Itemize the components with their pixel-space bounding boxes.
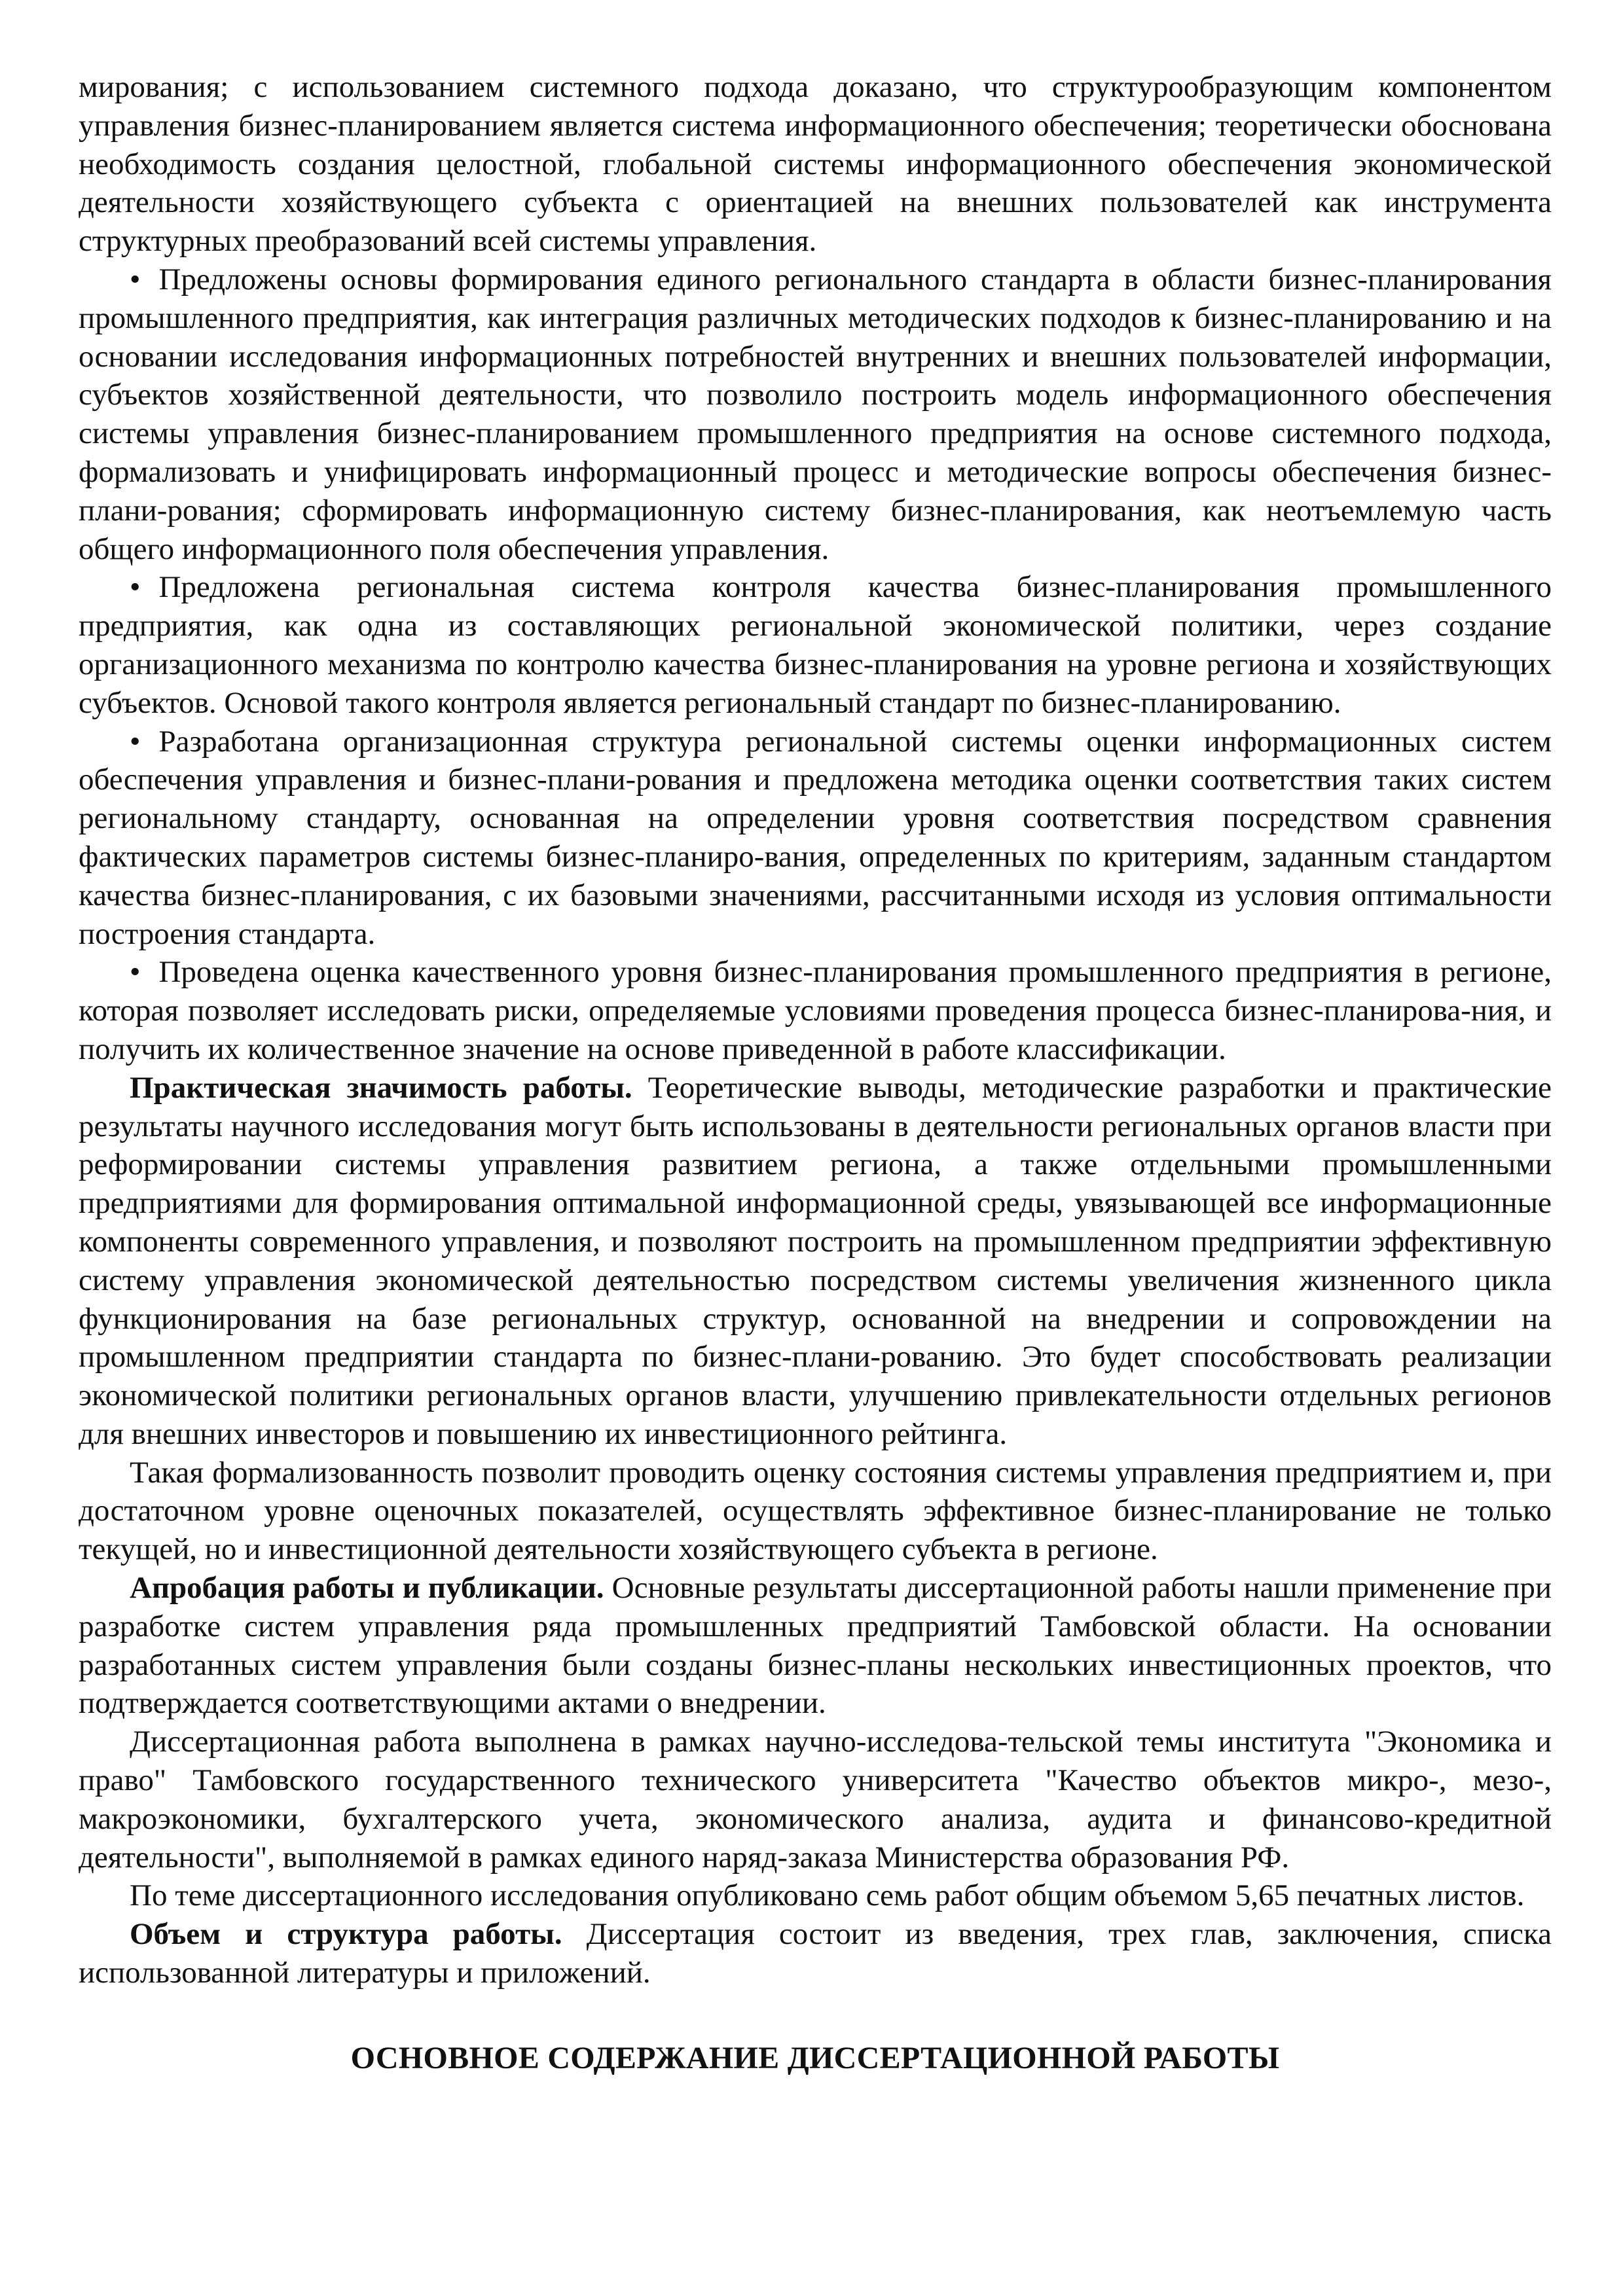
document-page [79, 68, 1552, 2078]
bullet-item-regional-standard [79, 260, 1552, 568]
section-heading: ОСНОВНОЕ СОДЕРЖАНИЕ ДИССЕРТАЦИОННОЙ РАБОТЫ [350, 2040, 1280, 2075]
paragraph-structure [79, 1915, 1552, 1992]
bullet-item-quality-assessment [79, 953, 1552, 1068]
bullet-marker: • [130, 570, 141, 605]
paragraph-practical-significance [79, 1069, 1552, 1454]
paragraph-text: Основные результаты диссертационной работы нашли применение при разработке систем управления ряда промышленных предприятий Тамбовской области. На основании разработанных систем управления были созданы бизнес-планы нескольких инвестиционных проектов, что подтверждается соответствующими актами о внедрении. [79, 1571, 1552, 1721]
bullet-text: Предложены основы формирования единого регионального стандарта в области бизнес-планирования промышленного предприятия, как интеграция различных методических подходов к бизнес-планированию и на основании исследования информационных потребностей внутренних и внешних пользователей информации, субъектов хозяйственной деятельности, что позволило построить модель информационного обеспечения системы управления бизнес-планированием промышленного предприятия на основе системного подхода, формализовать и унифицировать информационный процесс и методические вопросы обеспечения бизнес-плани-рования; сформировать информационную систему бизнес-планирования, как неотъемлемую часть общего информационного поля обеспечения управления. [79, 262, 1552, 566]
paragraph-text: Диссертация состоит из введения, трех глав, заключения, списка использованной литературы и приложений. [79, 1917, 1552, 1990]
bullet-text: Предложена региональная система контроля качества бизнес-планирования промышленного предприятия, как одна из составляющих региональной экономической политики, через создание организационного механизма по контролю качества бизнес-планирования на уровне региона и хозяйствующих субъектов. Основой такого контроля является региональный стандарт по бизнес-планированию. [79, 570, 1552, 720]
paragraph-text: Теоретические выводы, методические разработки и практические результаты научного исследования могут быть использованы в деятельности региональных органов власти при реформировании системы управления развитием региона, а также отдельными промышленными предприятиями для формирования оптимальной информационной среды, увязывающей все информационные компоненты современного управления, и позволяют построить на промышленном предприятии эффективную систему управления экономической деятельностью посредством системы увеличения жизненного цикла функционирования на базе региональных структур, основанной на внедрении и сопровождении на промышленном предприятии стандарта по бизнес-плани-рованию. Это будет способствовать реализации экономической политики региональных органов власти, улучшению привлекательности отдельных регионов для внешних инвесторов и повышению их инвестиционного рейтинга. [79, 1070, 1552, 1451]
paragraph-publications: По теме диссертационного исследования опубликовано семь работ общим объемом 5,65 печатных листов. [130, 1878, 1525, 1913]
bullet-marker: • [130, 724, 141, 759]
bullet-text: Проведена оценка качественного уровня бизнес-планирования промышленного предприятия в регионе, которая позволяет исследовать риски, определяемые условиями проведения процесса бизнес-планирова-ния, и получить их количественное значение на основе приведенной в работе классификации. [79, 955, 1552, 1066]
section-lead-practical-significance: Практическая значимость работы. [130, 1070, 632, 1105]
section-lead-approbation: Апробация работы и публикации. [130, 1571, 604, 1605]
bullet-marker: • [130, 262, 141, 296]
paragraph-formalization: Такая формализованность позволит проводить оценку состояния системы управления предприятием и, при достаточном уровне оценочных показателей, осуществлять эффективное бизнес-планирование не только текущей, но и инвестиционной деятельности хозяйствующего субъекта в регионе. [79, 1455, 1552, 1567]
paragraph-intro-continuation: мирования; с использованием системного подхода доказано, что структурообразующим компонентом управления бизнес-планированием является система информационного обеспечения; теоретически обоснована необходимость создания целостной, глобальной системы информационного обеспечения экономической деятельности хозяйствующего субъекта с ориентацией на внешних пользователей как инструмента структурных преобразований всей системы управления. [79, 70, 1552, 259]
bullet-item-quality-control [79, 568, 1552, 722]
bullet-text: Разработана организационная структура региональной системы оценки информационных систем обеспечения управления и бизнес-плани-рования и предложена методика оценки соответствия таких систем региональному стандарту, основанная на определении уровня соответствия посредством сравнения фактических параметров системы бизнес-планиро-вания, определенных по критериям, заданным стандартом качества бизнес-планирования, с их базовыми значениями, рассчитанными исходя из условия оптимальности построения стандарта. [79, 724, 1552, 951]
paragraph-research-topic: Диссертационная работа выполнена в рамках научно-исследова-тельской темы института "Экономика и право" Тамбовского государственного технического университета "Качество объектов микро-, мезо-, макроэкономики, бухгалтерского учета, экономического анализа, аудита и финансово-кредитной деятельности", выполняемой в рамках единого наряд-заказа Министерства образования РФ. [79, 1725, 1552, 1874]
bullet-item-org-structure [79, 723, 1552, 954]
section-lead-structure: Объем и структура работы. [130, 1917, 562, 1952]
bullet-marker: • [130, 955, 141, 990]
paragraph-approbation [79, 1569, 1552, 1723]
